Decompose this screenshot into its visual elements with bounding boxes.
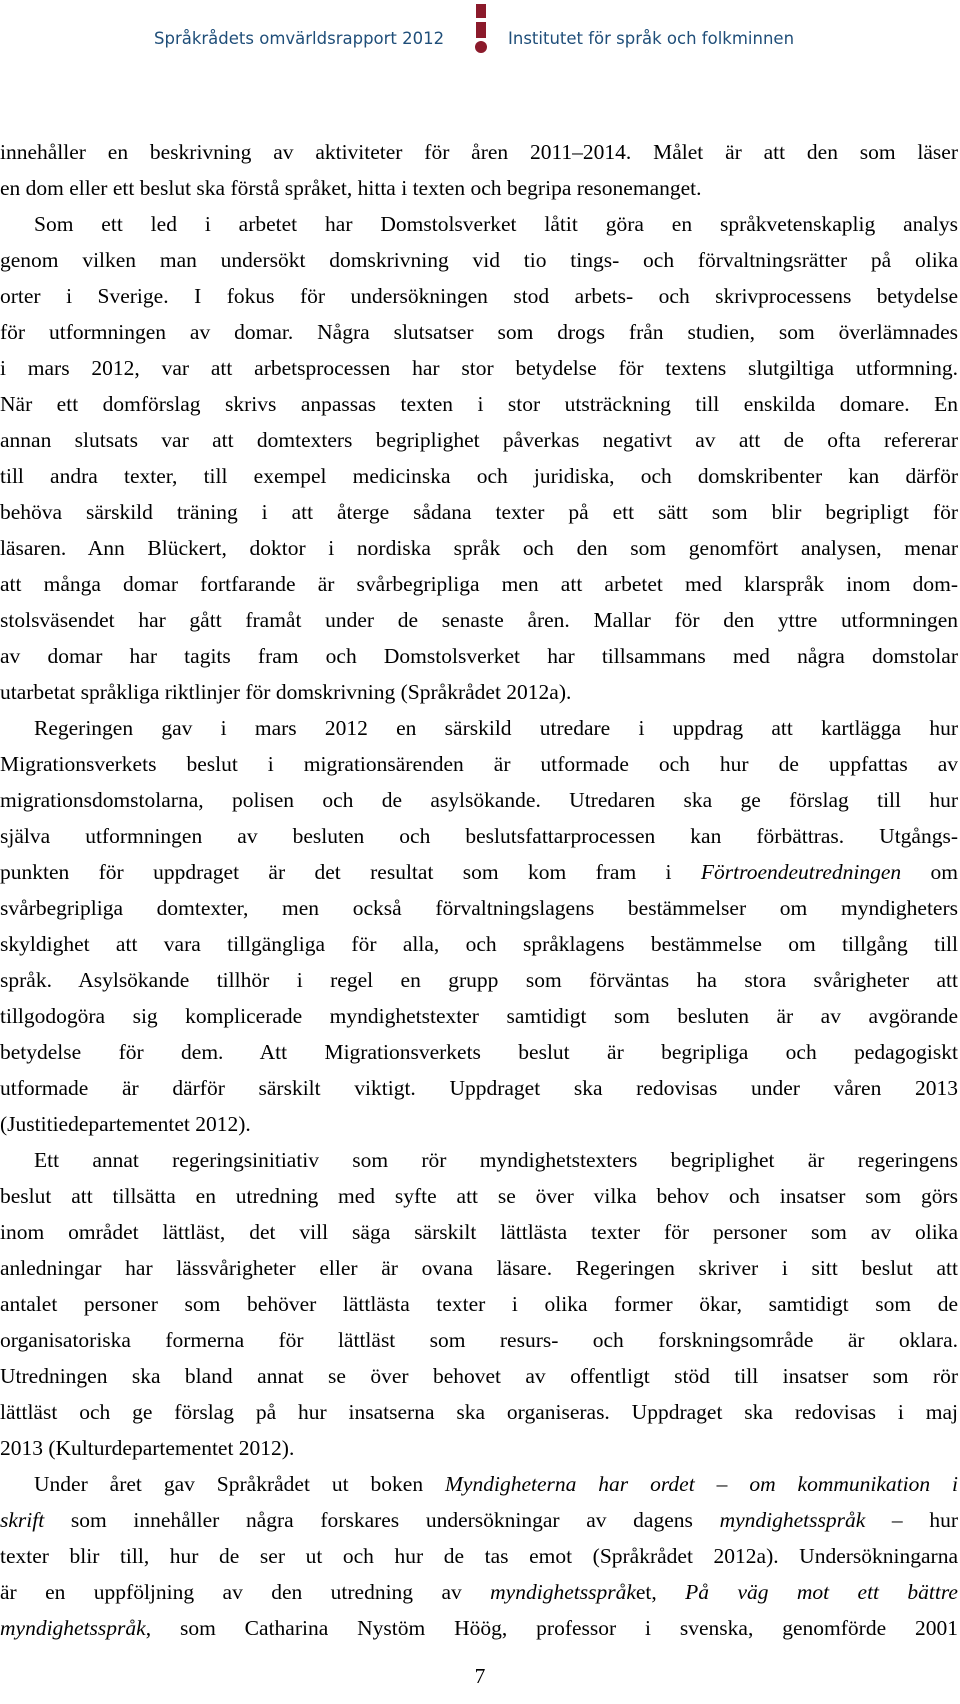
text-line: organisatoriska formerna för lättläst som resurs- och forskningsområde är oklara. [0, 1328, 958, 1352]
page-number: 7 [474, 1664, 486, 1688]
text-line: själva utformningen av besluten och beslutsfattarprocessen kan förbättras. Utgångs- [0, 824, 958, 848]
text-line: 2013 (Kulturdepartementet 2012). [0, 1436, 295, 1460]
text-line: för utformningen av domar. Några slutsatser som drogs från studien, som överlämnades [0, 320, 958, 344]
text-line: texter blir till, hur de ser ut och hur de tas emot (Språkrådet 2012a). Undersökningarna [0, 1544, 958, 1568]
text-line: behöva särskild träning i att återge sådana texter på ett sätt som blir begripligt för [0, 500, 958, 524]
text-line: utformade är därför särskilt viktigt. Uppdraget ska redovisas under våren 2013 [0, 1076, 958, 1100]
text-line: Regeringen gav i mars 2012 en särskild utredare i uppdrag att kartlägga hur [34, 716, 958, 740]
institute-logo [468, 0, 496, 56]
text-line: svårbegripliga domtexter, men också förvaltningslagens bestämmelser om myndigheters [0, 896, 958, 920]
text-line: skrift som innehåller några forskares undersökningar av dagens myndighetsspråk – hur [0, 1508, 958, 1532]
text-line: Ett annat regeringsinitiativ som rör myndighetstexters begriplighet är regeringens [34, 1148, 958, 1172]
text-line: en dom eller ett beslut ska förstå språket, hitta i texten och begripa resonemanget. [0, 176, 702, 200]
text-line: orter i Sverige. I fokus för undersökningen stod arbets- och skrivprocessens betydelse [0, 284, 958, 308]
text-line: skyldighet att vara tillgängliga för alla, och språklagens bestämmelse om tillgång till [0, 932, 958, 956]
text-line: utarbetat språkliga riktlinjer för domskrivning (Språkrådet 2012a). [0, 680, 572, 704]
text-line: av domar har tagits fram och Domstolsverket har tillsammans med några domstolar [0, 644, 958, 668]
text-line: till andra texter, till exempel medicinska och juridiska, och domskribenter kan därför [0, 464, 958, 488]
text-line: Som ett led i arbetet har Domstolsverket låtit göra en språkvetenskaplig analys [34, 212, 958, 236]
text-line: genom vilken man undersökt domskrivning vid tio tings- och förvaltningsrätter på olika [0, 248, 958, 272]
text-line: (Justitiedepartementet 2012). [0, 1112, 251, 1136]
logo-dot [475, 41, 487, 53]
text-line: inom området lättläst, det vill säga särskilt lättlästa texter för personer som av olika [0, 1220, 958, 1244]
text-line: annan slutsats var att domtexters begriplighet påverkas negativt av att de ofta refererar [0, 428, 958, 452]
header-report-title: Språkrådets omvärldsrapport 2012 [154, 29, 445, 48]
text-line: innehåller en beskrivning av aktiviteter för åren 2011–2014. Målet är att den som läser [0, 140, 958, 164]
text-line: Under året gav Språkrådet ut boken Myndigheterna har ordet – om kommunikation i [34, 1472, 958, 1496]
text-line: beslut att tillsätta en utredning med syfte att se över vilka behov och insatser som görs [0, 1184, 958, 1208]
text-line: språk. Asylsökande tillhör i regel en grupp som förväntas ha stora svårigheter att [0, 968, 958, 992]
text-line: Migrationsverkets beslut i migrationsärenden är utformade och hur de uppfattas av [0, 752, 958, 776]
text-line: anledningar har lässvårigheter eller är ovana läsare. Regeringen skriver i sitt beslut att [0, 1256, 958, 1280]
body-text [0, 134, 958, 1646]
text-line: lättläst och ge förslag på hur insatserna ska organiseras. Uppdraget ska redovisas i maj [0, 1400, 958, 1424]
text-line: stolsväsendet har gått framåt under de senaste åren. Mallar för den yttre utformningen [0, 608, 958, 632]
text-line: myndighetsspråk, som Catharina Nystöm Höög, professor i svenska, genomförde 2001 [0, 1616, 958, 1640]
text-line: läsaren. Ann Blückert, doktor i nordiska språk och den som genomfört analysen, menar [0, 536, 958, 560]
text-line: i mars 2012, var att arbetsprocessen har stor betydelse för textens slutgiltiga utformning. [0, 356, 958, 380]
text-line: betydelse för dem. Att Migrationsverkets beslut är begripliga och pedagogiskt [0, 1040, 958, 1064]
header-institute-name: Institutet för språk och folkminnen [508, 29, 795, 48]
text-line: När ett domförslag skrivs anpassas texten i stor utsträckning till enskilda domare. En [0, 392, 958, 416]
text-line: antalet personer som behöver lättlästa texter i olika former ökar, samtidigt som de [0, 1292, 958, 1316]
text-line: punkten för uppdraget är det resultat som kom fram i Förtroendeutredningen om [0, 860, 958, 884]
text-line: migrationsdomstolarna, polisen och de asylsökande. Utredaren ska ge förslag till hur [0, 788, 958, 812]
text-line: att många domar fortfarande är svårbegripliga men att arbetet med klarspråk inom dom- [0, 572, 958, 596]
text-line: tillgodogöra sig komplicerade myndighetstexter samtidigt som besluten är av avgörande [0, 1004, 958, 1028]
text-line: Utredningen ska bland annat se över behovet av offentligt stöd till insatser som rör [0, 1364, 958, 1388]
page-header [0, 0, 960, 62]
text-line: är en uppföljning av den utredning av myndighetsspråket, På väg mot ett bättre [0, 1580, 958, 1604]
